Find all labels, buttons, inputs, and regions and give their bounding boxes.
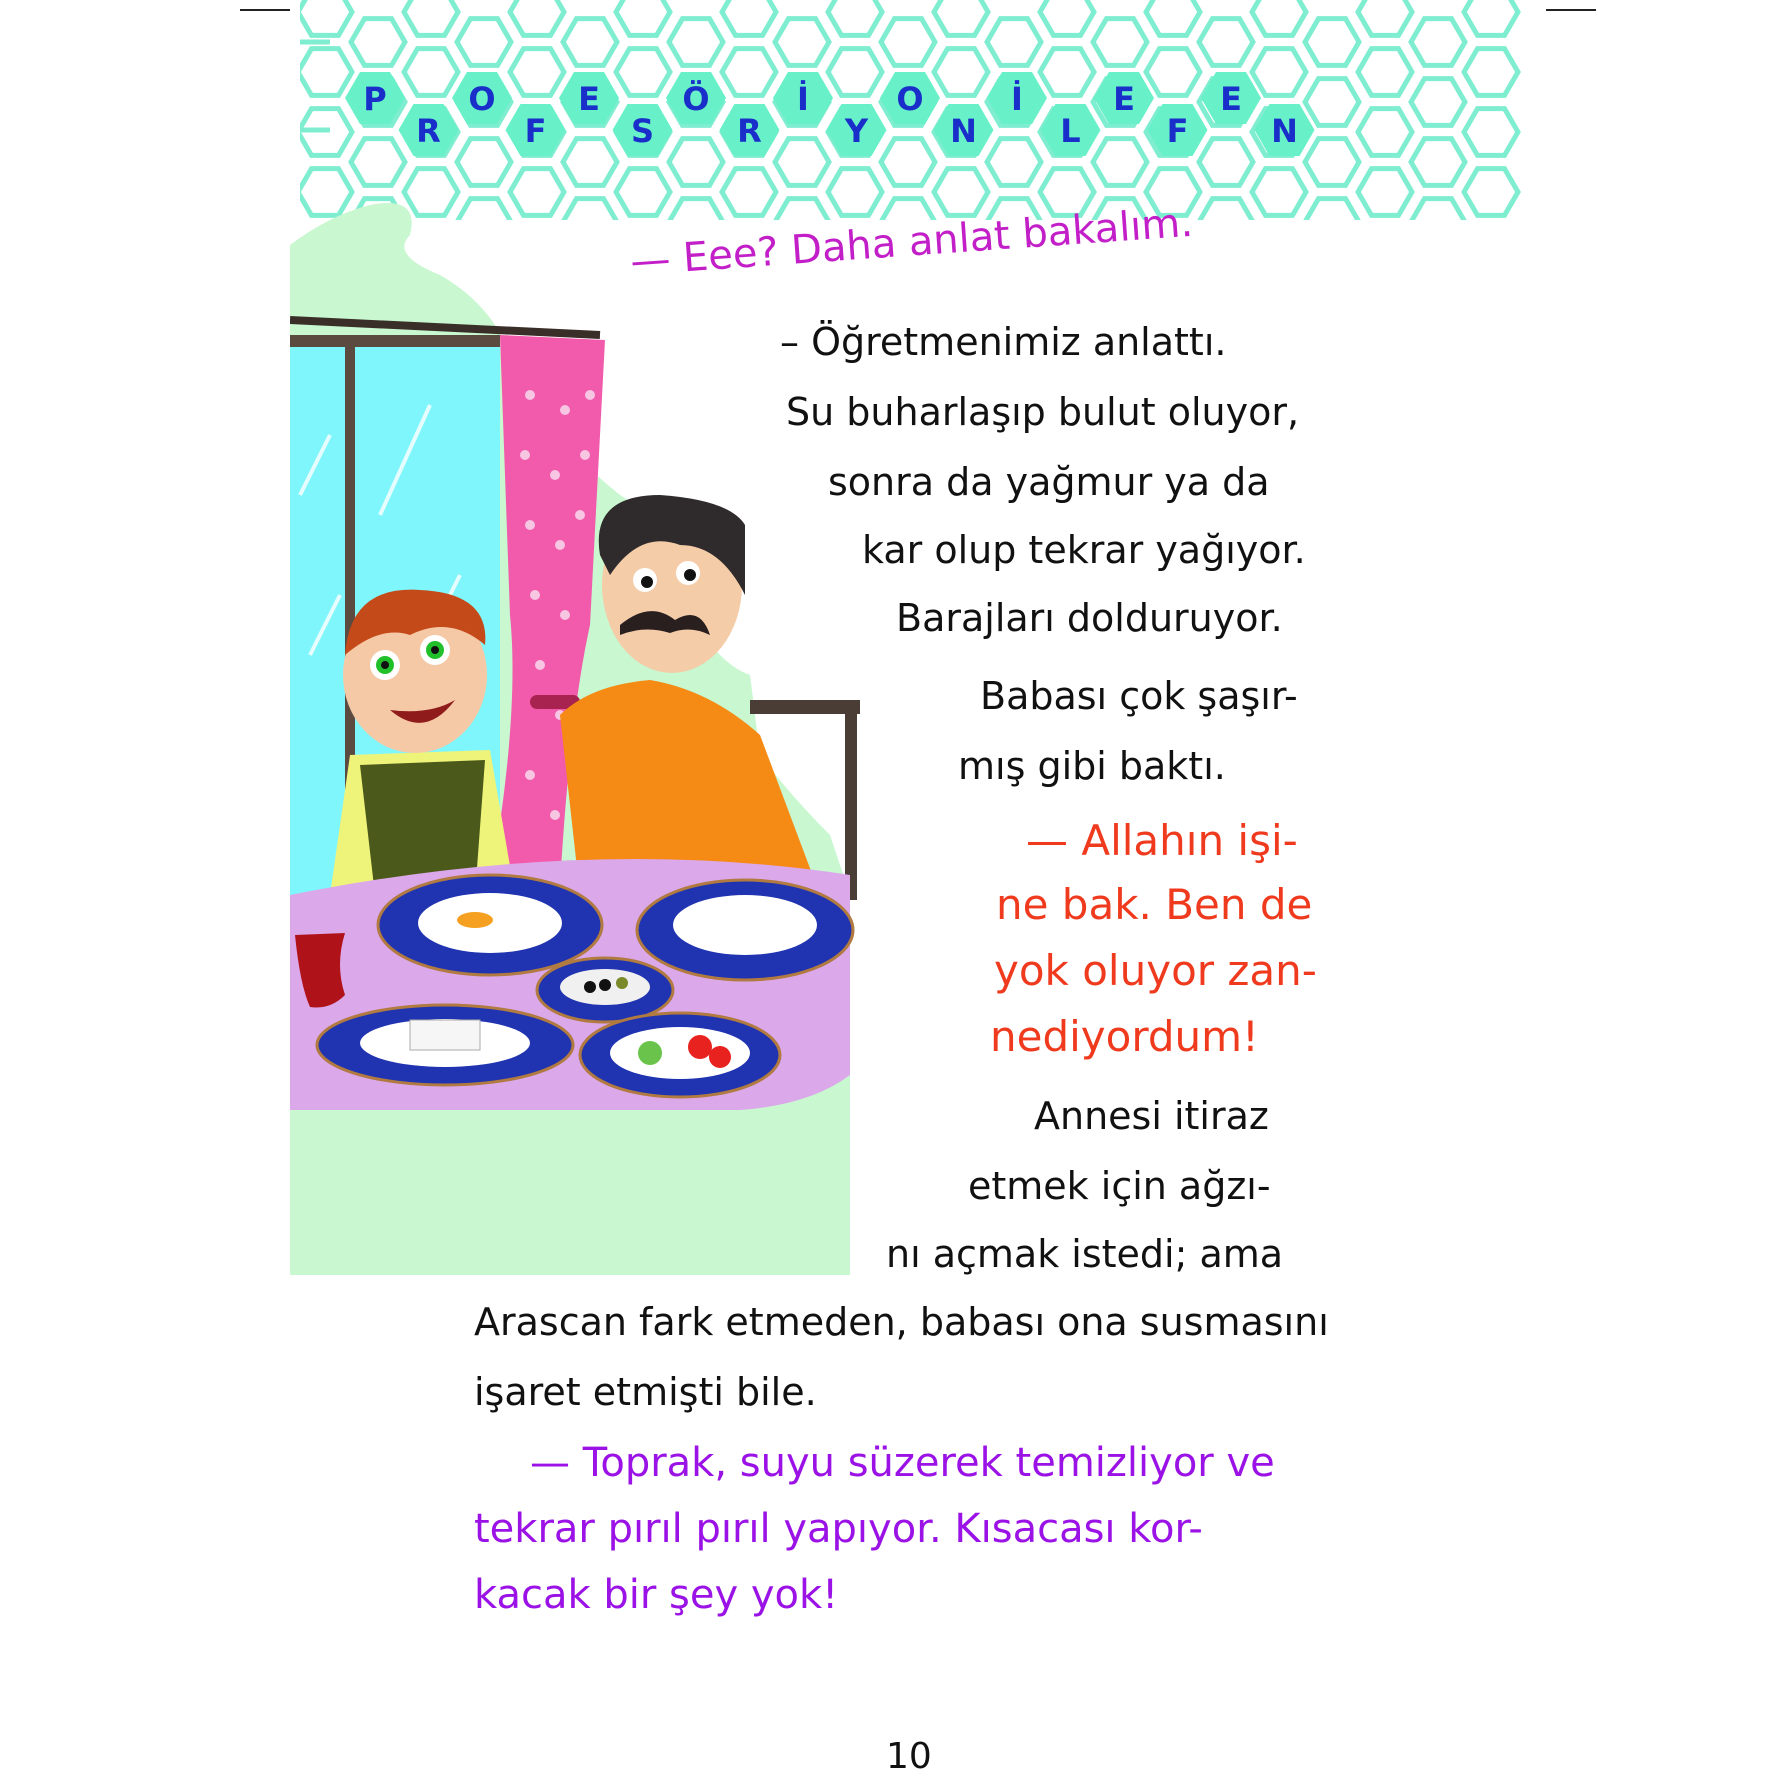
- honeycomb-cell: [457, 19, 511, 66]
- dialogue-boy-3: tekrar pırıl pırıl yapıyor. Kısacası kor-: [474, 1506, 1203, 1552]
- honeycomb-cell: [1199, 139, 1253, 186]
- honeycomb-cell: [1305, 139, 1359, 186]
- text-line: kar olup tekrar yağıyor.: [862, 528, 1306, 572]
- text-line: sonra da yağmur ya da: [828, 460, 1270, 504]
- text-line: Babası çok şaşır-: [980, 674, 1298, 718]
- dialogue-father-2: ne bak. Ben de: [996, 880, 1313, 929]
- honeycomb-cell: [775, 139, 829, 186]
- title-letter: R: [737, 112, 762, 150]
- honeycomb-cell: [987, 19, 1041, 66]
- honeycomb-cell: [616, 49, 670, 96]
- honeycomb-cell: [775, 19, 829, 66]
- honeycomb-cell: [563, 139, 617, 186]
- title-letter: Ö: [682, 80, 710, 118]
- honeycomb-cell: [1199, 199, 1253, 220]
- honeycomb-cell: [1093, 19, 1147, 66]
- page-number: 10: [886, 1736, 932, 1777]
- crop-mark-left: [240, 9, 290, 11]
- chair-back: [750, 700, 860, 714]
- honeycomb-cell: [1464, 169, 1518, 216]
- honeycomb-cell: [300, 49, 352, 96]
- honeycomb-cell: [351, 19, 405, 66]
- text-line: etmek için ağzı-: [968, 1164, 1271, 1208]
- text-line: Annesi itiraz: [1034, 1094, 1269, 1138]
- text-line: Arascan fark etmeden, babası ona susmasını: [474, 1300, 1329, 1344]
- crop-mark-right: [1546, 9, 1596, 11]
- honeycomb-cell: [828, 0, 882, 35]
- honeycomb-cell: [722, 0, 776, 35]
- title-letter: O: [896, 80, 924, 118]
- honeycomb-cell: [1464, 0, 1518, 35]
- title-letter: E: [578, 80, 600, 118]
- honeycomb-cell: [881, 19, 935, 66]
- honeycomb-cell: [1411, 199, 1465, 220]
- honeycomb-cell: [1305, 199, 1359, 220]
- title-letter: S: [630, 112, 655, 150]
- honeycomb-cell: [1252, 0, 1306, 35]
- title-letter: E: [1113, 80, 1135, 118]
- honeycomb-cell: [1358, 0, 1412, 35]
- honeycomb-cell: [1252, 169, 1306, 216]
- honeycomb-cell: [404, 0, 458, 35]
- text-line: Barajları dolduruyor.: [896, 596, 1283, 640]
- text-line: nı açmak istedi; ama: [886, 1232, 1284, 1276]
- title-letter: İ: [1011, 80, 1023, 118]
- honeycomb-cell: [1146, 49, 1200, 96]
- honeycomb-cell: [987, 139, 1041, 186]
- honeycomb-cell: [1040, 0, 1094, 35]
- dialogue-boy-2: — Toprak, suyu süzerek temizliyor ve: [530, 1440, 1275, 1486]
- honeycomb-cell: [881, 139, 935, 186]
- honeycomb-cell: [404, 49, 458, 96]
- honeycomb-cell: [1305, 19, 1359, 66]
- title-letter: L: [1060, 112, 1081, 150]
- title-letter: N: [950, 112, 977, 150]
- honeycomb-cell: [351, 139, 405, 186]
- honeycomb-cell: [1411, 79, 1465, 126]
- header-honeycomb-banner: [300, 0, 1540, 220]
- honeycomb-cell: [1358, 169, 1412, 216]
- honeycomb-cell: [1093, 139, 1147, 186]
- honeycomb-cell: [1411, 139, 1465, 186]
- dialogue-father-4: nediyordum!: [990, 1012, 1259, 1061]
- honeycomb-cell: [934, 49, 988, 96]
- title-letter: O: [468, 80, 496, 118]
- text-line: işaret etmişti bile.: [474, 1370, 817, 1414]
- title-letter: N: [1271, 112, 1298, 150]
- title-letter: E: [1220, 80, 1242, 118]
- honeycomb-cell: [1464, 49, 1518, 96]
- honeycomb-cell: [1411, 19, 1465, 66]
- text-line: – Öğretmenimiz anlattı.: [780, 320, 1227, 364]
- honeycomb-cell: [1305, 79, 1359, 126]
- dialogue-boy-4: kacak bir şey yok!: [474, 1572, 839, 1618]
- honeycomb-cell: [934, 0, 988, 35]
- honeycomb-cell: [669, 19, 723, 66]
- text-line: mış gibi baktı.: [958, 744, 1226, 788]
- honeycomb-cell: [510, 0, 564, 35]
- title-letter: İ: [797, 80, 809, 118]
- dialogue-father-1: — Allahın işi-: [1026, 816, 1298, 865]
- honeycomb-cell: [1199, 19, 1253, 66]
- text-line: Su buharlaşıp bulut oluyor,: [786, 390, 1300, 434]
- title-letter: F: [524, 112, 547, 150]
- title-letter: R: [416, 112, 441, 150]
- dialogue-boy-1: — Eee? Daha anlat bakalım.: [628, 199, 1195, 285]
- honeycomb-cell: [300, 0, 352, 35]
- honeycomb-cell: [1252, 49, 1306, 96]
- honeycomb-cell: [828, 49, 882, 96]
- title-letter: F: [1166, 112, 1189, 150]
- honeycomb-cell: [1040, 49, 1094, 96]
- honeycomb-cell: [669, 139, 723, 186]
- honeycomb-cell: [563, 19, 617, 66]
- honeycomb-cell: [722, 49, 776, 96]
- honeycomb-cell: [616, 0, 670, 35]
- honeycomb-cell: [1146, 0, 1200, 35]
- honeycomb-cell: [1464, 109, 1518, 156]
- honeycomb-cell: [510, 49, 564, 96]
- honeycomb-cell: [1358, 109, 1412, 156]
- honeycomb-cell: [457, 139, 511, 186]
- dialogue-father-3: yok oluyor zan-: [994, 946, 1317, 995]
- title-letter: P: [363, 80, 387, 118]
- title-letter: Y: [844, 112, 869, 150]
- honeycomb-cell: [1358, 49, 1412, 96]
